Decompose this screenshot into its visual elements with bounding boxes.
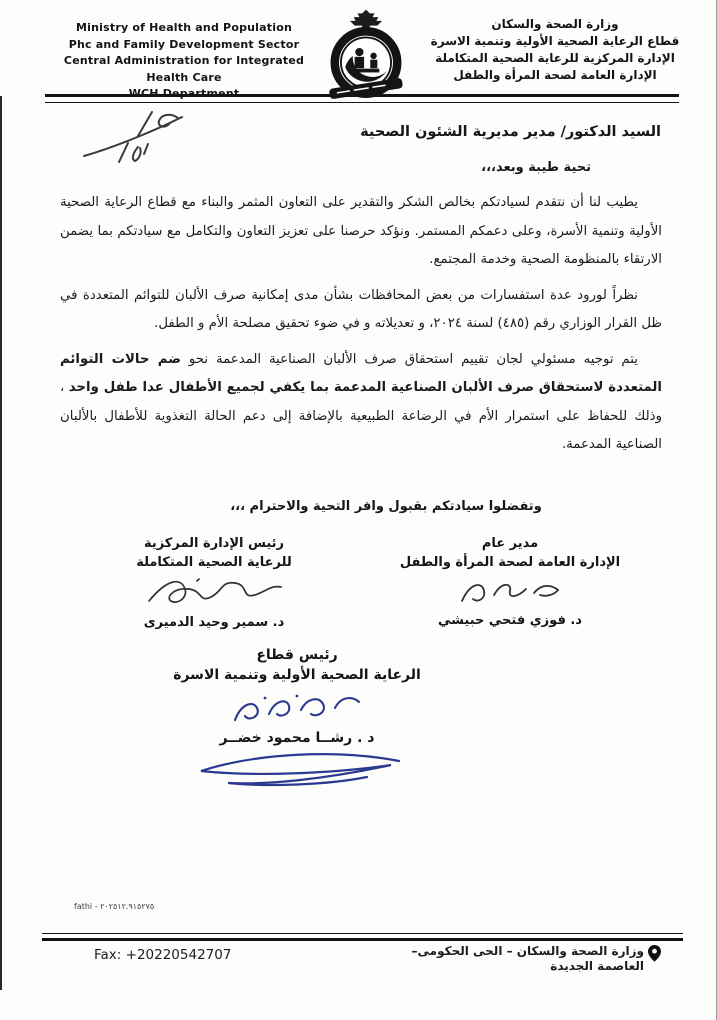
ministry-address-text: وزارة الصحة والسكان – الحى الحكومى– العاصمة الجديدة: [411, 944, 644, 973]
samir-signature-ink: [139, 573, 289, 613]
header-arabic-line: الإدارة العامة لصحة المرأة والطفل: [453, 68, 657, 82]
signatory-title: مدير عام: [481, 536, 539, 551]
paragraph-3-text: يتم توجيه مسئولي لجان تقييم استحقاق صرف الألبان الصناعية المدعمة نحو: [181, 351, 638, 367]
header-arabic-line: قطاع الرعاية الصحية الأولية وتنمية الاسرة: [430, 34, 680, 48]
rasha-signature-ink: [217, 686, 377, 728]
paragraph-1: يطيب لنا أن نتقدم لسيادتكم بخالص الشكر والتقدير على التعاون المثمر والبناء مع قطاع الرعاية الصحية الأولية وتنمية الأسرة، وعلى دعمكم المستمر. ونؤكد حرصنا على تعزيز التعاون والتكامل مع سيادتكم بما يضمن الارتقاء بالمنظومة الصحية وخدمة المجتمع.: [60, 195, 662, 267]
footer-divider: [42, 933, 683, 941]
header-arabic: [427, 16, 683, 84]
signatory-name: د. سمير وحيد الدميرى: [143, 615, 285, 630]
eagle-icon: [350, 10, 382, 30]
addressee-line: السيد الدكتور/ مدير مديرية الشئون الصحية: [360, 124, 661, 140]
ministry-address: [361, 944, 661, 974]
header-english-line: Central Administration for Integrated Health Care: [63, 54, 305, 84]
header-arabic-line: الإدارة المركزية للرعاية الصحية المتكاملة: [435, 51, 675, 65]
signature-flourish-ink: [177, 747, 417, 799]
signatory-title: للرعاية الصحية المتكاملة: [136, 555, 292, 570]
paragraph-2: نظراً لورود عدة استفسارات من بعض المحافظات بشأن مدى إمكانية صرف الألبان للتوائم المتعددة في ظل القرار الوزاري رقم (٤٨٥) لسنة ٢٠٢٤، و تعديلاته و في ضوء تحقيق مصلحة الأم و الطفل.: [60, 287, 662, 331]
header-english-line: Ministry of Health and Population: [76, 21, 292, 34]
signature-block-central-admin-head: [72, 534, 356, 630]
ministry-of-health-logo-icon: [314, 8, 418, 100]
signatory-name: د. فوزي فتحي حبيشي: [438, 613, 582, 628]
paragraph-3-bold-text: ضم حالات التوائم المتعددة لاستحقاق صرف الألبان الصناعية المدعمة بما يكفي لجميع الأطفال عدا طفل واحد: [60, 351, 662, 395]
location-pin-icon: [648, 945, 661, 962]
signatory-title: الإدارة العامة لصحة المرأة والطفل: [399, 555, 621, 570]
paragraph-3-text: ، وذلك للحفاظ على استمرار الأم في الرضاعة الطبيعية بالإضافة إلى دعم الحالة التغذوية للأطفال بالألبان الصناعية المدعمة.: [60, 380, 662, 452]
letter-body: [60, 189, 662, 467]
paragraph-3: [60, 346, 662, 460]
greeting-line: تحية طيبة وبعد،،،: [481, 160, 591, 175]
reference-note: fathi - ٢٠٢٥١٢.٩١٥٢٧٥: [74, 902, 155, 911]
signature-block-general-manager: [372, 534, 648, 628]
header-english: [46, 20, 322, 103]
header-arabic-line: وزارة الصحة والسكان: [491, 17, 619, 31]
signatory-title: رئيس الإدارة المركزية: [143, 536, 285, 551]
scan-edge: [0, 96, 2, 990]
signatory-name: د . رشــا محمود خضــر: [219, 730, 375, 746]
fax-number: Fax: +20220542707: [94, 947, 232, 963]
signatory-title: رئيس قطاع: [256, 647, 338, 663]
handwritten-routing-mark: [78, 102, 196, 168]
header-english-line: Phc and Family Development Sector: [68, 37, 300, 51]
signatory-title: الرعاية الصحية الأولية وتنمية الاسرة: [173, 667, 421, 683]
closing-salutation: وتفضلوا سيادتكم بقبول وافر التحية والاحترام ،،،: [230, 499, 542, 514]
fawzy-signature-ink: [450, 573, 570, 611]
header-english-line: WCH Department: [128, 87, 240, 100]
signature-block-sector-head: [118, 645, 476, 800]
